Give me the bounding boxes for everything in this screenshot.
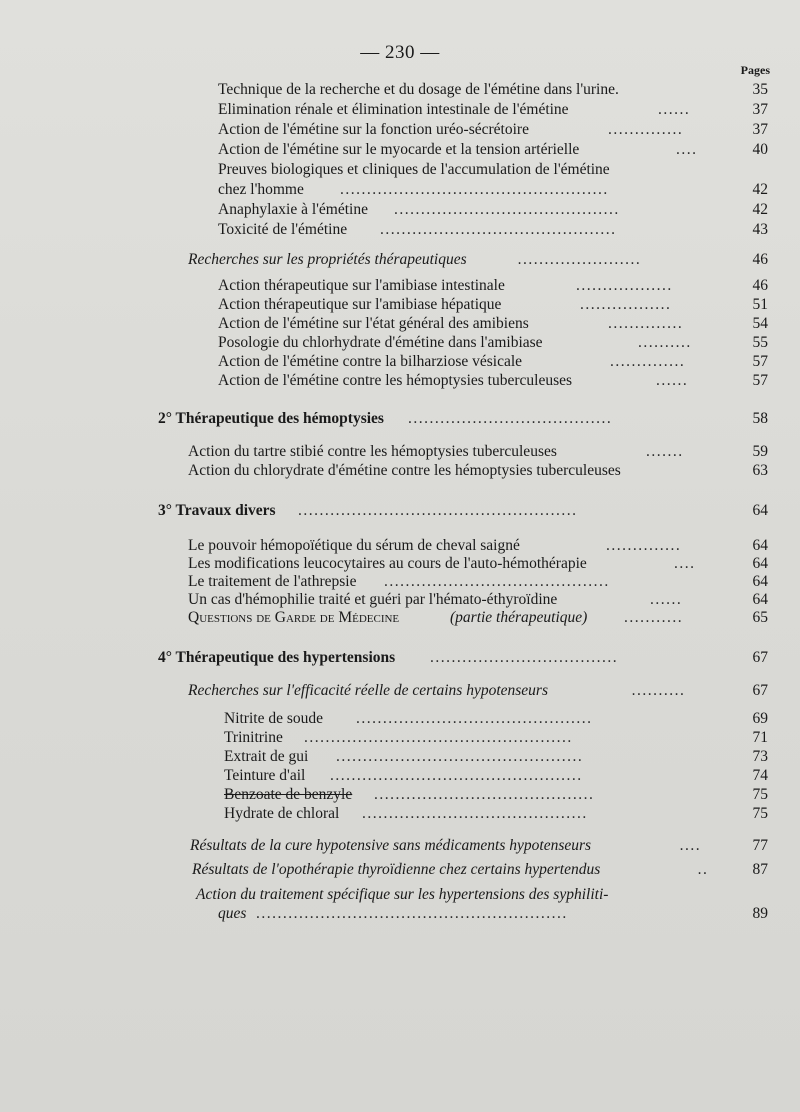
toc-page-number: 64 bbox=[752, 502, 768, 519]
toc-page-number: 64 bbox=[752, 591, 768, 608]
toc-entry bbox=[188, 590, 708, 610]
toc-entry-text: Teinture d'ail bbox=[224, 767, 306, 784]
leader-dots: ...... bbox=[656, 372, 689, 389]
toc-entry-text: Action thérapeutique sur l'amibiase intestinale bbox=[218, 277, 505, 294]
toc-section-heading bbox=[196, 885, 716, 905]
leader-dots: .......................................................... bbox=[256, 905, 568, 922]
leader-dots: .............. bbox=[610, 353, 686, 370]
toc-entry bbox=[218, 904, 708, 924]
page-number: — 230 — bbox=[360, 42, 440, 63]
toc-entry bbox=[224, 747, 714, 767]
leader-dots: .......... bbox=[638, 334, 692, 351]
toc-entry-text: Extrait de gui bbox=[224, 748, 309, 765]
leader-dots: .............. bbox=[606, 537, 682, 554]
leader-dots: ............................................ bbox=[380, 221, 617, 238]
toc-entry-text: 3° Travaux divers bbox=[158, 502, 276, 519]
leader-dots: ......................................... bbox=[374, 786, 595, 803]
toc-page-number: 64 bbox=[752, 537, 768, 554]
toc-entry-text: Recherches sur l'efficacité réelle de certains hypotenseurs bbox=[188, 682, 548, 699]
leader-dots: ....... bbox=[646, 443, 684, 460]
toc-page-number: 46 bbox=[752, 251, 768, 268]
toc-page-number: 89 bbox=[752, 905, 768, 922]
leader-dots: .................. bbox=[576, 277, 673, 294]
toc-page-number: 69 bbox=[752, 710, 768, 727]
leader-dots: .................................................. bbox=[304, 729, 573, 746]
toc-entry-text: Preuves biologiques et cliniques de l'accumulation de l'émétine bbox=[218, 161, 610, 178]
toc-page-number: 37 bbox=[752, 121, 768, 138]
toc-page-number: 64 bbox=[752, 555, 768, 572]
leader-dots: .......................................... bbox=[362, 805, 588, 822]
toc-entry-text: Trinitrine bbox=[224, 729, 283, 746]
toc-page-number: 63 bbox=[752, 462, 768, 479]
toc-entry bbox=[188, 536, 708, 556]
leader-dots: ................................... bbox=[430, 649, 619, 666]
toc-chapter-heading bbox=[158, 409, 708, 429]
leader-dots: ...................................... bbox=[408, 410, 613, 427]
toc-entry-text: Posologie du chlorhydrate d'émétine dans l'amibiase bbox=[218, 334, 543, 351]
toc-entry bbox=[218, 352, 708, 372]
leader-dots: .... bbox=[674, 555, 696, 572]
toc-page-number: 74 bbox=[752, 767, 768, 784]
toc-entry-text: Benzoate de benzyle bbox=[224, 786, 353, 803]
leader-dots: ................. bbox=[580, 296, 672, 313]
toc-section-heading bbox=[188, 681, 708, 701]
leader-dots: .............. bbox=[608, 121, 684, 138]
toc-page-number: 54 bbox=[752, 315, 768, 332]
toc-page-number: 87 bbox=[752, 861, 768, 878]
toc-page-number: 67 bbox=[752, 682, 768, 699]
toc-page-number: 51 bbox=[752, 296, 768, 313]
toc-entry bbox=[218, 100, 708, 120]
toc-entry bbox=[218, 200, 708, 220]
leader-dots: .............................................. bbox=[336, 748, 584, 765]
toc-entry bbox=[224, 709, 714, 729]
toc-entry-text: Résultats de l'opothérapie thyroïdienne chez certains hypertendus bbox=[192, 861, 601, 878]
toc-page-number: 35 bbox=[752, 81, 768, 98]
toc-entry bbox=[218, 333, 708, 353]
leader-dots: ............................................ bbox=[356, 710, 593, 727]
toc-entry bbox=[218, 80, 718, 100]
toc-entry-text: Le pouvoir hémopoïétique du sérum de cheval saigné bbox=[188, 537, 520, 554]
toc-page-number: 75 bbox=[752, 786, 768, 803]
toc-entry bbox=[224, 728, 714, 748]
toc-page-number: 43 bbox=[752, 221, 768, 238]
toc-entry-text: Toxicité de l'émétine bbox=[218, 221, 348, 238]
toc-page-number: 42 bbox=[752, 201, 768, 218]
toc-page-number: 77 bbox=[752, 837, 768, 854]
toc-entry-text: Action du traitement spécifique sur les hypertensions des syphiliti- bbox=[196, 886, 609, 903]
toc-entry-text: Elimination rénale et élimination intestinale de l'émétine bbox=[218, 101, 569, 118]
leader-dots: ............................................... bbox=[330, 767, 583, 784]
toc-entry bbox=[224, 766, 714, 786]
toc-page-number: 40 bbox=[752, 141, 768, 158]
toc-entry bbox=[218, 371, 708, 391]
leader-dots: .......................................... bbox=[394, 201, 620, 218]
toc-section-heading bbox=[190, 836, 710, 856]
toc-entry bbox=[188, 554, 708, 574]
leader-dots: .................................................... bbox=[298, 502, 578, 519]
toc-page-number: 42 bbox=[752, 181, 768, 198]
toc-entry-text: ques bbox=[218, 905, 247, 922]
toc-entry bbox=[218, 220, 708, 240]
toc-entry bbox=[218, 276, 708, 296]
toc-entry-text: Nitrite de soude bbox=[224, 710, 324, 727]
toc-entry bbox=[224, 804, 714, 824]
toc-entry bbox=[188, 608, 708, 628]
toc-page-number: 55 bbox=[752, 334, 768, 351]
toc-entry-text: Action thérapeutique sur l'amibiase hépatique bbox=[218, 296, 502, 313]
pages-column-label: Pages bbox=[740, 63, 770, 77]
toc-entry-text: Action du tartre stibié contre les hémoptysies tuberculeuses bbox=[188, 443, 557, 460]
toc-chapter-heading bbox=[158, 648, 708, 668]
toc-entry bbox=[218, 120, 708, 140]
leader-dots: ........... bbox=[624, 609, 684, 626]
leader-dots: ....................... bbox=[518, 251, 642, 268]
toc-entry-text: Le traitement de l'athrepsie bbox=[188, 573, 357, 590]
toc-page-number: 46 bbox=[752, 277, 768, 294]
toc-entry-subtext: (partie thérapeutique) bbox=[450, 609, 588, 626]
toc-page-number: 57 bbox=[752, 353, 768, 370]
toc-page-number: 65 bbox=[752, 609, 768, 626]
toc-entry bbox=[188, 461, 728, 481]
toc-page-number: 67 bbox=[752, 649, 768, 666]
toc-entry bbox=[218, 160, 718, 180]
leader-dots: ...... bbox=[650, 591, 683, 608]
toc-entry-text: Action de l'émétine contre les hémoptysies tuberculeuses bbox=[218, 372, 573, 389]
toc-entry bbox=[224, 785, 714, 805]
toc-entry bbox=[218, 314, 708, 334]
toc-entry-text: Action du chlorydrate d'émétine contre les hémoptysies tuberculeuses bbox=[188, 462, 621, 479]
leader-dots: .... bbox=[676, 141, 698, 158]
toc-page-number: 37 bbox=[752, 101, 768, 118]
toc-entry bbox=[218, 295, 708, 315]
toc-entry-text: Action de l'émétine contre la bilharziose vésicale bbox=[218, 353, 523, 370]
toc-entry-text: Résultats de la cure hypotensive sans médicaments hypotenseurs bbox=[190, 837, 592, 854]
toc-section-heading bbox=[188, 250, 708, 270]
toc-entry-text: Hydrate de chloral bbox=[224, 805, 340, 822]
toc-entry-text: Action de l'émétine sur la fonction uréo-sécrétoire bbox=[218, 121, 529, 138]
leader-dots: .. bbox=[698, 861, 709, 878]
toc-entry-text: Un cas d'hémophilie traité et guéri par l'hémato-éthyroïdine bbox=[188, 591, 558, 608]
toc-entry-text: Technique de la recherche et du dosage de l'émétine dans l'urine. bbox=[218, 81, 619, 98]
toc-entry bbox=[188, 572, 708, 592]
toc-page-number: 59 bbox=[752, 443, 768, 460]
toc-page-number: 64 bbox=[752, 573, 768, 590]
toc-entry-text: Action de l'émétine sur l'état général des amibiens bbox=[218, 315, 529, 332]
leader-dots: .............. bbox=[608, 315, 684, 332]
leader-dots: .......... bbox=[632, 682, 686, 699]
toc-page-number: 75 bbox=[752, 805, 768, 822]
leader-dots: .... bbox=[680, 837, 702, 854]
toc-page-number: 58 bbox=[752, 410, 768, 427]
toc-page-number: 57 bbox=[752, 372, 768, 389]
toc-entry bbox=[218, 140, 708, 160]
toc-entry bbox=[218, 180, 708, 200]
toc-entry-text: Action de l'émétine sur le myocarde et la tension artérielle bbox=[218, 141, 580, 158]
toc-entry-text: 4° Thérapeutique des hypertensions bbox=[158, 649, 396, 666]
toc-chapter-heading bbox=[158, 501, 708, 521]
toc-page-number: 73 bbox=[752, 748, 768, 765]
toc-entry-text: 2° Thérapeutique des hémoptysies bbox=[158, 410, 384, 427]
leader-dots: .................................................. bbox=[340, 181, 609, 198]
leader-dots: .......................................... bbox=[384, 573, 610, 590]
toc-entry-text: Recherches sur les propriétés thérapeutiques bbox=[188, 251, 467, 268]
toc-page-number: 71 bbox=[752, 729, 768, 746]
toc-section-heading bbox=[192, 860, 712, 880]
toc-entry bbox=[188, 442, 708, 462]
toc-entry-text: chez l'homme bbox=[218, 181, 304, 198]
toc-entry-text: Anaphylaxie à l'émétine bbox=[218, 201, 368, 218]
toc-entry-text: Les modifications leucocytaires au cours de l'auto-hémothérapie bbox=[188, 555, 587, 572]
leader-dots: ...... bbox=[658, 101, 691, 118]
toc-entry-text: Questions de Garde de Médecine bbox=[188, 609, 400, 626]
